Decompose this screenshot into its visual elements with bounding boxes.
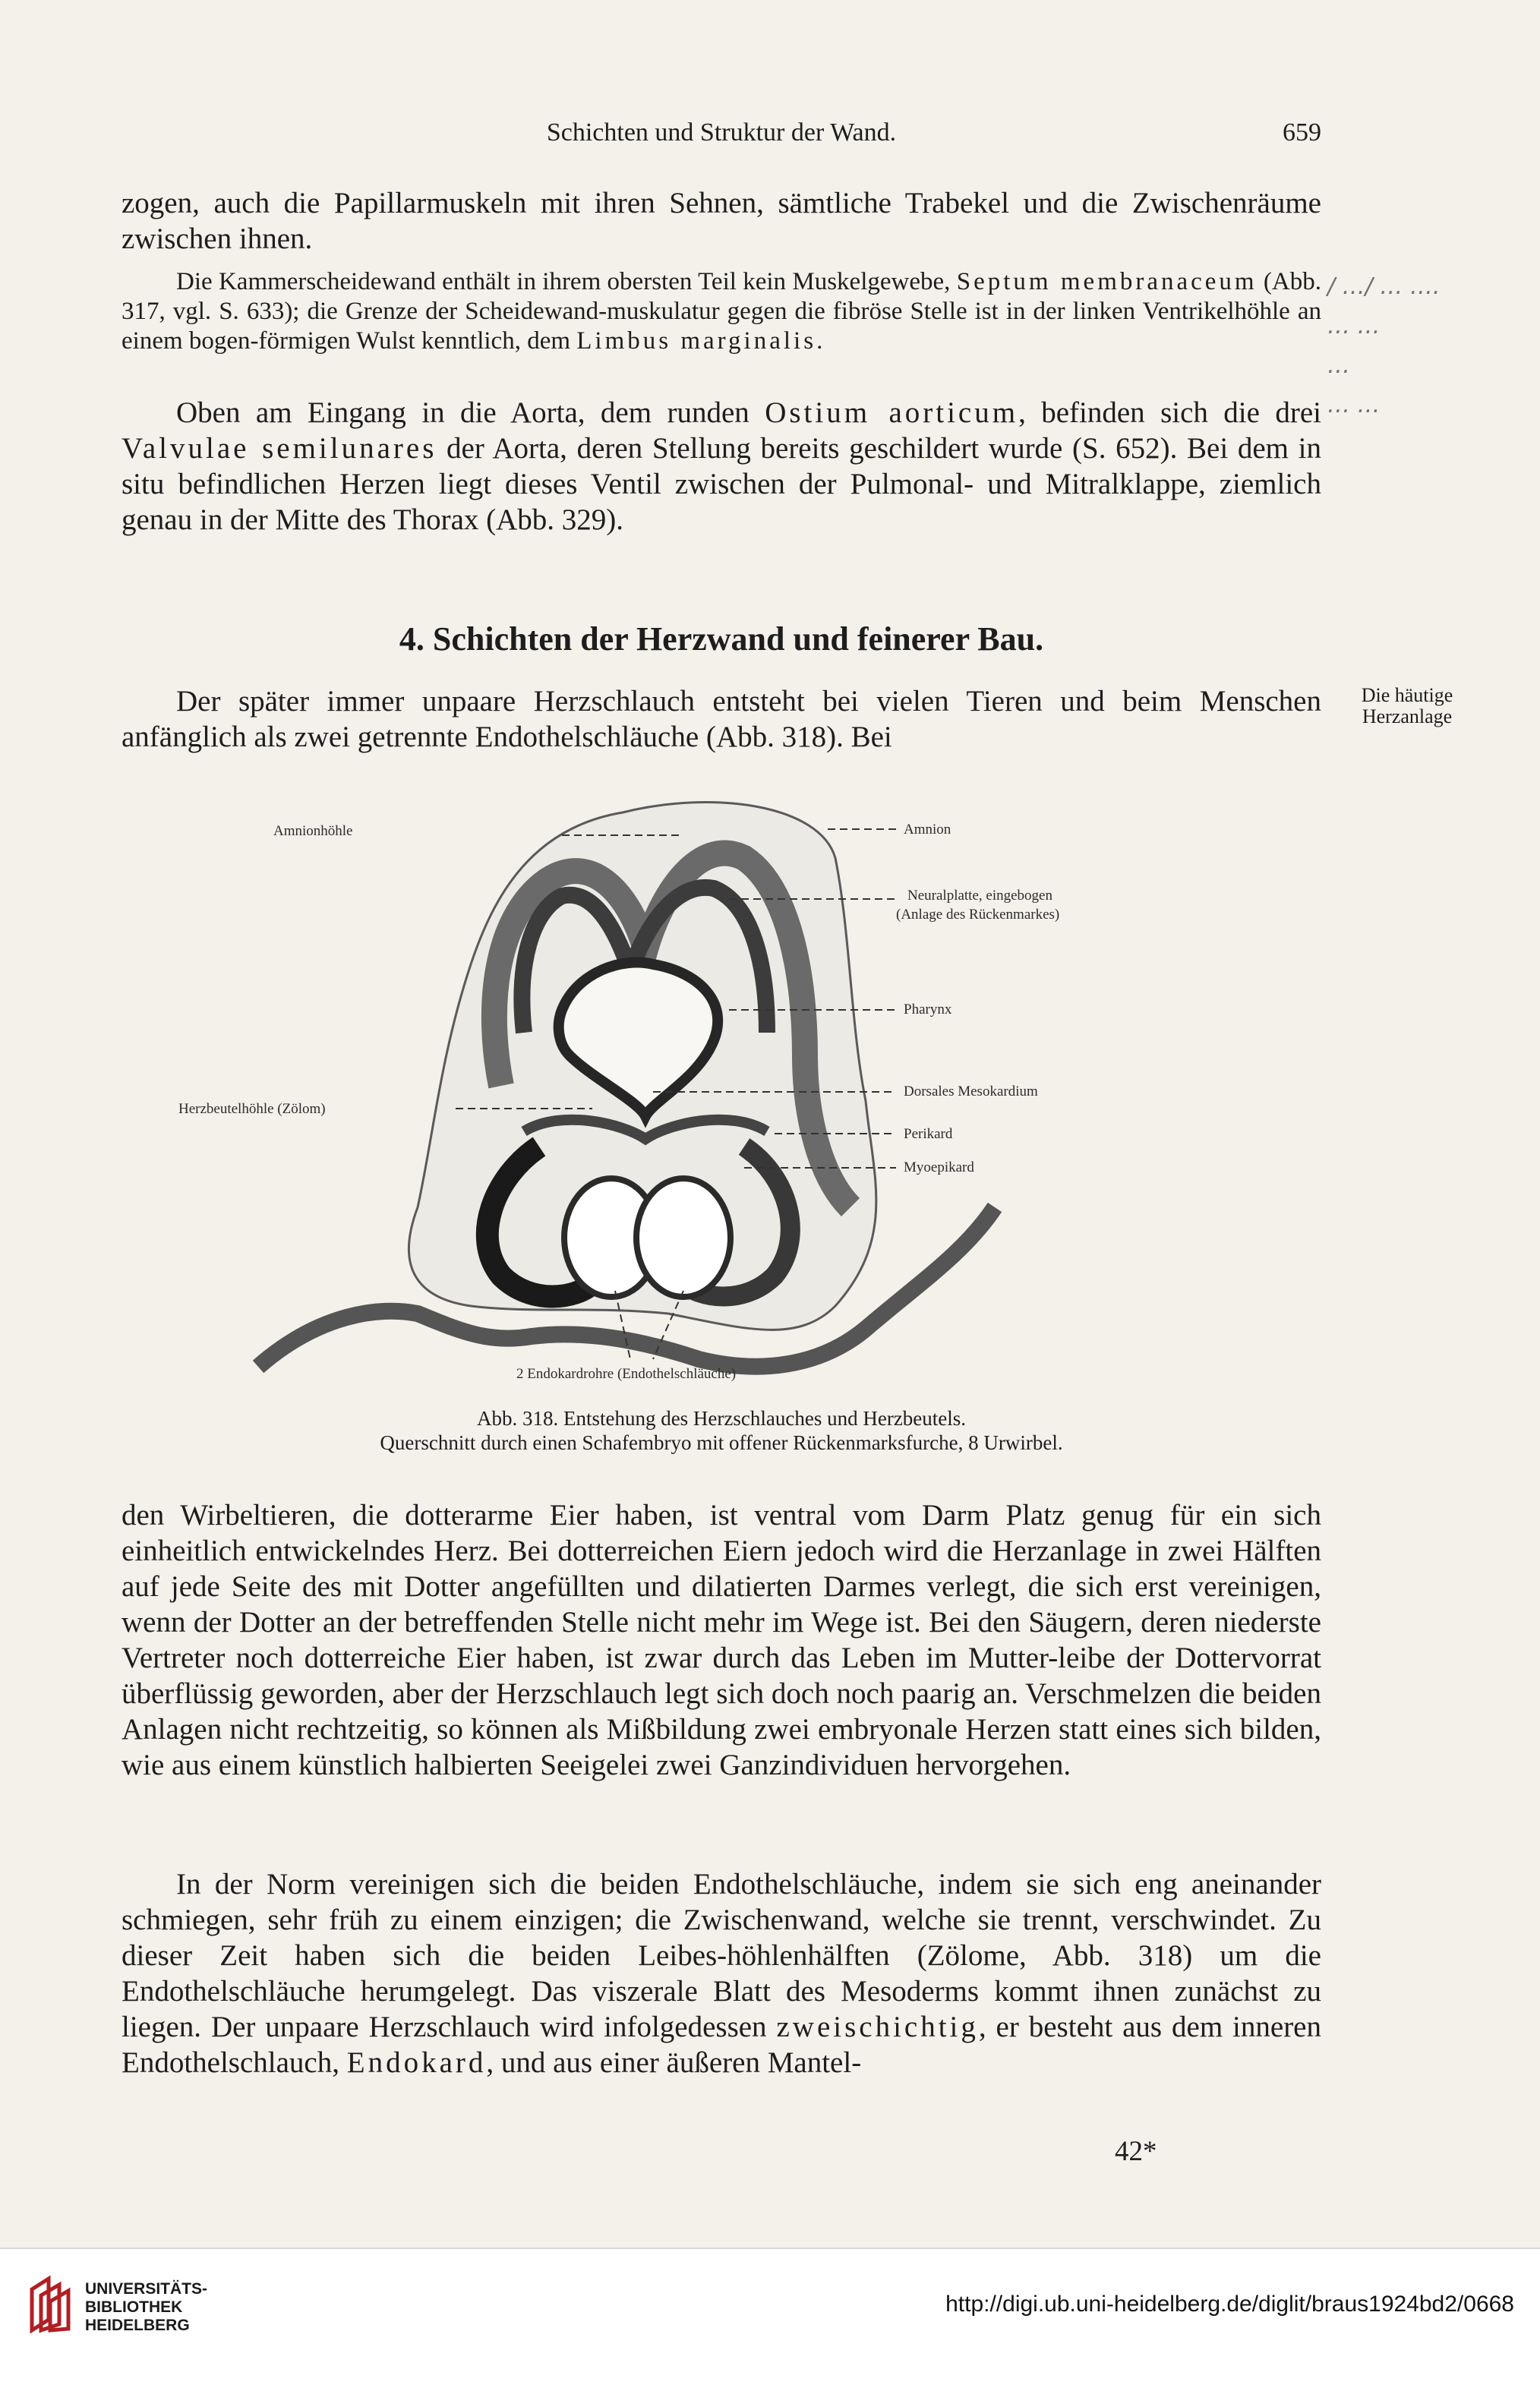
- paragraph-6: [121, 1866, 1321, 2080]
- term-zweischichtig: zweischichtig: [776, 2011, 979, 2043]
- label-pharynx: Pharynx: [904, 1002, 952, 1017]
- paragraph-2-text-c: .: [816, 327, 823, 355]
- signature-mark: 42*: [1115, 2136, 1157, 2167]
- label-amnion: Amnion: [904, 822, 951, 838]
- paragraph-2: [121, 267, 1321, 356]
- paragraph-3-text-b: , befinden sich die drei: [1018, 396, 1321, 429]
- logo-line-1: UNIVERSITÄTS-: [85, 2280, 208, 2298]
- label-neuralplatte-1: Neuralplatte, eingebogen: [907, 888, 1052, 904]
- section-heading: 4. Schichten der Herzwand und feinerer Bau.: [399, 620, 1044, 658]
- paragraph-2-text-a: Die Kammerscheidewand enthält in ihrem obersten Teil kein Muskelgewebe,: [176, 268, 951, 295]
- paragraph-5: den Wirbeltieren, die dotterarme Eier haben, ist ventral vom Darm Platz genug für ein sich einheitlich entwickelndes Herz. Bei dotterreichen Eiern jedoch wird die Herzanlage in zwei Hälften auf jede Seite des mit Dotter angefüllten und dilatierten Darmes verlegt, die sich erst vereinigen, wenn der Dotter an der betreffenden Stelle nicht mehr im Wege ist. Bei den Säugern, deren niederste Vertreter noch dotterreiche Eier haben, ist zwar durch das Leben im Mutter-leibe der Dottervorrat überflüssig geworden, aber der Herzschlauch legt sich doch noch paarig an. Verschmelzen die beiden Anlagen nicht rechtzeitig, so können als Mißbildung zwei embryonale Herzen statt eines sich bilden, wie aus einem künstlich halbierten Seeigelei zwei Ganzindividuen hervorgehen.: [121, 1499, 1321, 1781]
- pencil-note-3: …: [1327, 352, 1350, 379]
- paragraph-1: zogen, auch die Papillarmuskeln mit ihren Sehnen, sämtliche Trabekel und die Zwischenräume zwischen ihnen.: [121, 187, 1321, 255]
- margin-note: Die häutige Herzanlage: [1361, 684, 1453, 727]
- label-amnionhoehle: Amnionhöhle: [273, 823, 353, 839]
- term-valvulae-semilunares: Valvulae semilunares: [121, 432, 437, 465]
- label-neuralplatte-2: (Anlage des Rückenmarkes): [896, 907, 1060, 923]
- pencil-note-1: / …/ … ….: [1327, 273, 1441, 300]
- permalink-url[interactable]: http://digi.ub.uni-heidelberg.de/diglit/braus1924bd2/0668: [945, 2292, 1514, 2317]
- pencil-note-4: … …: [1327, 392, 1381, 418]
- label-perikard: Perikard: [904, 1126, 953, 1142]
- library-logo-icon: [26, 2274, 71, 2333]
- figure-caption-title: Abb. 318. Entstehung des Herzschlauches und Herzbeutels.: [476, 1407, 967, 1430]
- library-logo-text: [85, 2280, 267, 2335]
- paragraph-6-text-a: In der Norm vereinigen sich die beiden Endothelschläuche, indem sie sich eng aneinander schmiegen, sehr früh zu einem einzigen; die Zwischenwand, welche sie trennt, verschwindet. Zu dieser Zeit haben sich die beiden Leibes-höhlenhälften (Zölome, Abb. 318) um die Endothelschläuche herumgelegt. Das viszerale Blatt des Mesoderms kommt ihnen zunächst zu liegen. Der unpaare Herzschlauch wird infolgedessen: [121, 1868, 1321, 2043]
- logo-line-3: HEIDELBERG: [85, 2317, 190, 2334]
- running-head: [121, 114, 1321, 152]
- paragraph-4: Der später immer unpaare Herzschlauch entsteht bei vielen Tieren und beim Menschen anfänglich als zwei getrennte Endothelschläuche (Abb. 318). Bei: [121, 685, 1321, 753]
- endocardial-tube-right: [636, 1178, 731, 1297]
- label-herzbeutelhoehle: Herzbeutelhöhle (Zölom): [178, 1101, 326, 1117]
- paragraph-6-text-c: , und aus einer äußeren Mantel-: [486, 2046, 862, 2079]
- term-limbus-marginalis: Limbus marginalis: [576, 327, 817, 355]
- paragraph-6-text-b: , er besteht aus dem inneren Endothelschlauch,: [121, 2011, 1321, 2079]
- term-ostium-aorticum: Ostium aorticum: [765, 396, 1019, 429]
- paragraph-3-text-c: der Aorta, deren Stellung bereits geschildert wurde (S. 652). Bei dem in situ befindlichen Herzen liegt dieses Ventil zwischen der Pulmonal- und Mitralklappe, ziemlich genau in der Mitte des Thorax (Abb. 329).: [121, 432, 1321, 536]
- paragraph-3: [121, 395, 1321, 538]
- paragraph-3-text-a: Oben am Eingang in die Aorta, dem runden: [176, 396, 765, 429]
- paragraph-2-text-b: (Abb. 317, vgl. S. 633); die Grenze der Scheidewand-muskulatur gegen die fibröse Stelle ist in der linken Ventrikelhöhle an einem bogen-förmigen Wulst kenntlich, dem: [121, 268, 1321, 355]
- logo-line-2: BIBLIOTHEK: [85, 2298, 183, 2316]
- pencil-note-2: … …: [1327, 313, 1381, 339]
- term-septum-membranaceum: Septum membranaceum: [956, 268, 1258, 295]
- label-endokardrohre: 2 Endokardrohre (Endothelschläuche): [516, 1366, 737, 1382]
- embryo-cross-section-figure: [167, 782, 1306, 1382]
- term-endokard: Endokard: [346, 2046, 487, 2079]
- label-mesokardium: Dorsales Mesokardium: [904, 1084, 1038, 1099]
- figure-caption-subtitle: Querschnitt durch einen Schafembryo mit offener Rückenmarksfurche, 8 Urwirbel.: [380, 1431, 1063, 1454]
- label-myoepikard: Myoepikard: [904, 1159, 974, 1175]
- running-title: Schichten und Struktur der Wand.: [546, 118, 897, 147]
- page-number: 659: [1283, 118, 1321, 147]
